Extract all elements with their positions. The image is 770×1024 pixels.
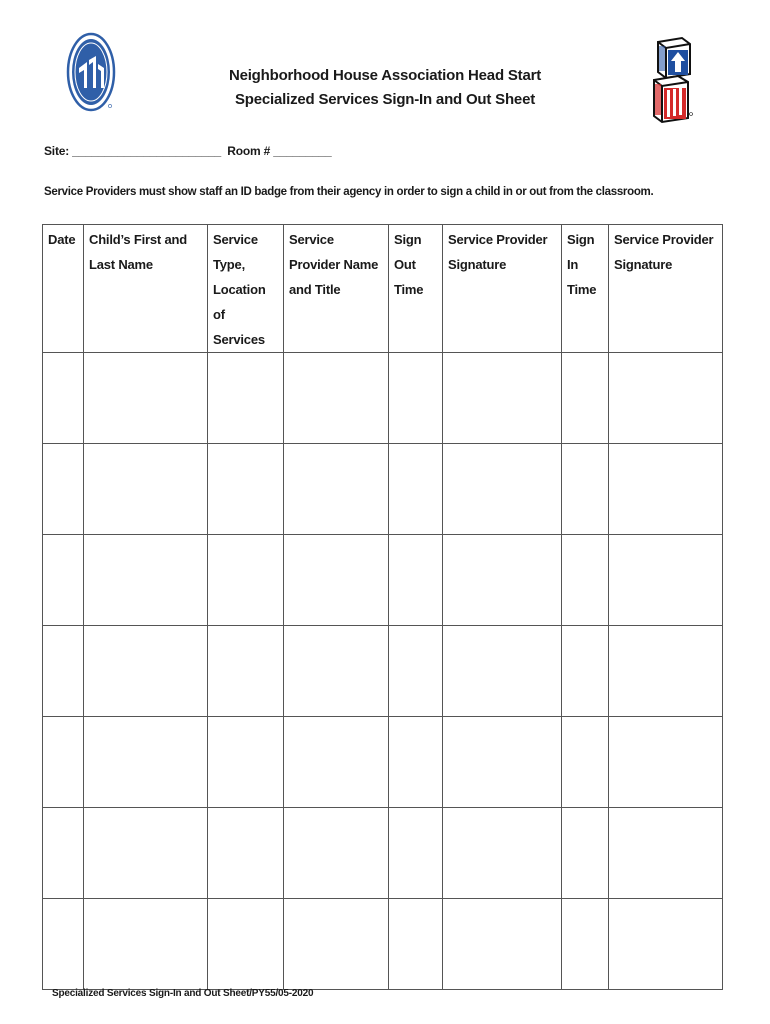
cell-sign-out-time[interactable] [389,626,443,717]
cell-service-type[interactable] [208,899,284,990]
cell-child-name[interactable] [84,444,208,535]
cell-provider-signature-out[interactable] [443,535,562,626]
table-header-row [43,225,723,353]
cell-service-type[interactable] [208,353,284,444]
cell-date[interactable] [43,717,84,808]
column-header-date: Date [43,225,84,353]
cell-sign-in-time[interactable] [562,808,609,899]
table-row [43,717,723,808]
sign-in-out-table [42,224,723,990]
cell-provider-signature-out[interactable] [443,353,562,444]
title-organization: Neighborhood House Association Head Start [228,67,542,84]
cell-sign-out-time[interactable] [389,444,443,535]
column-header-child-name: Child’s First and Last Name [84,225,208,353]
cell-service-type[interactable] [208,808,284,899]
cell-date[interactable] [43,535,84,626]
cell-sign-out-time[interactable] [389,353,443,444]
cell-provider-signature-out[interactable] [443,717,562,808]
cell-sign-out-time[interactable] [389,717,443,808]
cell-provider-name[interactable] [284,535,389,626]
cell-date[interactable] [43,353,84,444]
cell-provider-signature-in[interactable] [609,535,723,626]
cell-date[interactable] [43,444,84,535]
column-header-sign-out-time: Sign Out Time [389,225,443,353]
cell-provider-signature-out[interactable] [443,808,562,899]
cell-provider-signature-out[interactable] [443,626,562,717]
cell-provider-name[interactable] [284,353,389,444]
cell-sign-in-time[interactable] [562,899,609,990]
table-row [43,444,723,535]
column-header-service-type: Service Type, Location of Services [208,225,284,353]
cell-child-name[interactable] [84,353,208,444]
cell-provider-name[interactable] [284,717,389,808]
id-badge-notice: Service Providers must show staff an ID badge from their agency in order to sign a child in or out from the classroom. [44,186,654,198]
column-header-sign-in-time: Sign In Time [562,225,609,353]
cell-sign-out-time[interactable] [389,535,443,626]
cell-service-type[interactable] [208,626,284,717]
cell-service-type[interactable] [208,444,284,535]
table-row [43,626,723,717]
head-start-blocks-logo-icon [648,34,694,124]
cell-service-type[interactable] [208,717,284,808]
title-sheet-name: Specialized Services Sign-In and Out Sheet [234,91,536,108]
cell-provider-name[interactable] [284,808,389,899]
column-header-provider-name: Service Provider Name and Title [284,225,389,353]
cell-provider-signature-in[interactable] [609,899,723,990]
table-row [43,353,723,444]
cell-date[interactable] [43,808,84,899]
sheet-title [150,64,620,112]
cell-provider-signature-in[interactable] [609,626,723,717]
cell-provider-signature-in[interactable] [609,717,723,808]
cell-child-name[interactable] [84,717,208,808]
cell-sign-out-time[interactable] [389,808,443,899]
cell-child-name[interactable] [84,899,208,990]
footer-form-id: Specialized Services Sign-In and Out Sheet/PY55/05-2020 [52,988,314,999]
cell-sign-out-time[interactable] [389,899,443,990]
cell-provider-signature-in[interactable] [609,444,723,535]
table-row [43,899,723,990]
cell-service-type[interactable] [208,535,284,626]
cell-sign-in-time[interactable] [562,535,609,626]
cell-provider-name[interactable] [284,899,389,990]
cell-provider-name[interactable] [284,444,389,535]
cell-sign-in-time[interactable] [562,626,609,717]
cell-date[interactable] [43,626,84,717]
cell-sign-in-time[interactable] [562,717,609,808]
table-body [43,353,723,990]
cell-child-name[interactable] [84,808,208,899]
nha-seal-logo-icon [66,32,116,114]
cell-child-name[interactable] [84,535,208,626]
cell-provider-signature-in[interactable] [609,808,723,899]
cell-date[interactable] [43,899,84,990]
column-header-provider-signature-out: Service Provider Signature [443,225,562,353]
cell-provider-name[interactable] [284,626,389,717]
cell-provider-signature-in[interactable] [609,353,723,444]
cell-provider-signature-out[interactable] [443,899,562,990]
table-row [43,808,723,899]
cell-provider-signature-out[interactable] [443,444,562,535]
cell-sign-in-time[interactable] [562,444,609,535]
cell-child-name[interactable] [84,626,208,717]
column-header-provider-signature-in: Service Provider Signature [609,225,723,353]
table-row [43,535,723,626]
cell-sign-in-time[interactable] [562,353,609,444]
site-room-line[interactable]: Site: _______________________ Room # _________ [44,144,332,158]
